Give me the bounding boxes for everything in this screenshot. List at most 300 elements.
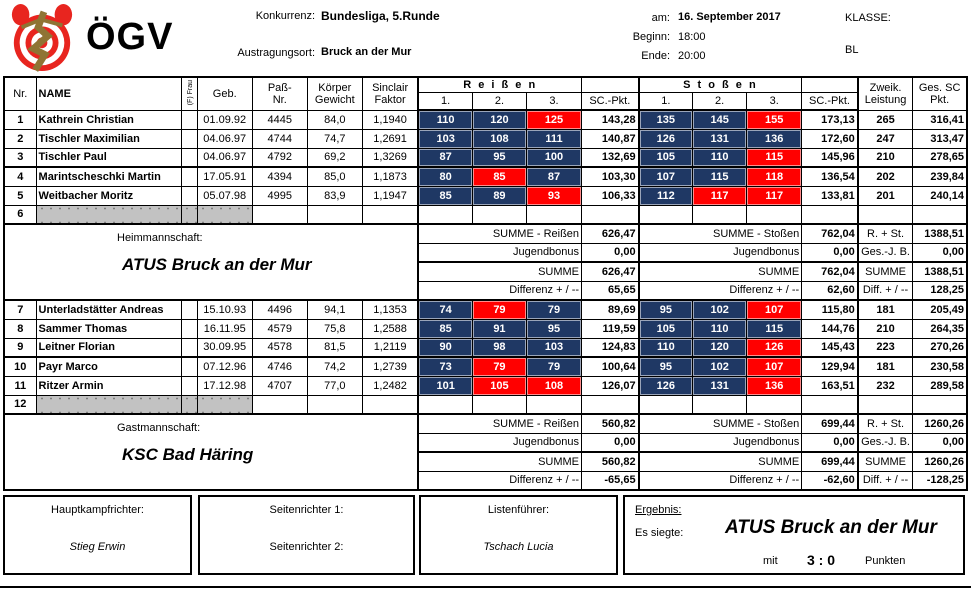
athlete-name: Marintscheschki Martin: [36, 167, 181, 186]
athlete-nr: 1: [4, 110, 36, 129]
ges-sc: 313,47: [913, 129, 967, 148]
re-attempt-1: 85: [418, 186, 472, 205]
re-sc-pkt: 100,64: [582, 357, 639, 376]
st-attempt-1: 105: [639, 148, 693, 167]
ges-sc: [913, 395, 967, 414]
hauptkampfrichter-box: [3, 495, 192, 575]
re-attempt-1: 80: [418, 167, 472, 186]
st-attempt-1: [639, 395, 693, 414]
athlete-frau: [181, 338, 197, 357]
st-attempt-3: 118: [747, 167, 802, 186]
guest-team-name: KSC Bad Häring: [122, 445, 254, 464]
athlete-pass: 4792: [252, 148, 307, 167]
punkten-label: Punkten: [865, 555, 906, 567]
col-header-name: NAME: [36, 77, 181, 110]
summe-label: SUMME: [418, 262, 581, 281]
differenz-value: -65,65: [582, 471, 639, 490]
re-attempt-3: 79: [526, 357, 581, 376]
st-attempt-2: [693, 395, 747, 414]
summe-value: 762,04: [802, 262, 858, 281]
athlete-frau: [181, 357, 197, 376]
athlete-name: [36, 395, 181, 414]
athlete-row: [4, 167, 967, 186]
differenz-value: -62,60: [802, 471, 858, 490]
athlete-frau: [181, 205, 197, 224]
athlete-bodyweight: 77,0: [307, 376, 362, 395]
athlete-sinclair: 1,3269: [362, 148, 418, 167]
zweikampf: 247: [858, 129, 913, 148]
athlete-nr: 8: [4, 319, 36, 338]
st-attempt-3: 136: [747, 129, 802, 148]
athlete-bodyweight: 75,8: [307, 319, 362, 338]
athlete-geb: [197, 205, 252, 224]
jugendbonus-label: Jugendbonus: [418, 243, 581, 262]
summe-value: 560,82: [582, 452, 639, 471]
athlete-nr: 5: [4, 186, 36, 205]
athlete-row: [4, 300, 967, 319]
jugendbonus-label: Jugendbonus: [639, 433, 802, 452]
ergebnis-box: [623, 495, 965, 575]
listenfuehrer-box: [419, 495, 618, 575]
am-value: 16. September 2017: [678, 11, 781, 23]
athlete-sinclair: 1,2119: [362, 338, 418, 357]
re-attempt-2: 79: [472, 357, 526, 376]
results-table: [3, 76, 968, 491]
athlete-nr: 6: [4, 205, 36, 224]
seitenrichter2-label: Seitenrichter 2:: [269, 541, 344, 553]
athlete-sinclair: [362, 395, 418, 414]
re-sc-pkt: 132,69: [582, 148, 639, 167]
re-attempt-2: 91: [472, 319, 526, 338]
zweikampf: [858, 395, 913, 414]
austragungsort-label: Austragungsort:: [237, 47, 315, 59]
re-attempt-2: 120: [472, 110, 526, 129]
col-header-zweikampf: Zweik. Leistung: [858, 77, 913, 110]
konkurrenz-label: Konkurrenz:: [255, 10, 315, 22]
hauptkampfrichter-label: Hauptkampfrichter:: [51, 504, 144, 516]
zweikampf: 232: [858, 376, 913, 395]
seitenrichter1-label: Seitenrichter 1:: [269, 504, 344, 516]
ges-sc: 278,65: [913, 148, 967, 167]
athlete-name: Payr Marco: [36, 357, 181, 376]
ergebnis-label: Ergebnis:: [635, 504, 682, 516]
am-label: am:: [651, 12, 670, 24]
athlete-nr: 12: [4, 395, 36, 414]
es-siegte-label: Es siegte:: [635, 527, 684, 539]
zweikampf: 223: [858, 338, 913, 357]
athlete-bodyweight: 84,0: [307, 110, 362, 129]
athlete-name: Leitner Florian: [36, 338, 181, 357]
re-attempt-1: 74: [418, 300, 472, 319]
st-attempt-3: 115: [747, 148, 802, 167]
athlete-bodyweight: 85,0: [307, 167, 362, 186]
r-st-label: R. + St.: [858, 224, 913, 243]
differenz-label: Differenz + / --: [639, 471, 802, 490]
athlete-sinclair: 1,2739: [362, 357, 418, 376]
sum-stossen-value: 699,44: [802, 414, 858, 433]
summe-label: SUMME: [418, 452, 581, 471]
st-attempt-2: 102: [693, 357, 747, 376]
re-sc-pkt: 119,59: [582, 319, 639, 338]
st-attempt-2: 120: [693, 338, 747, 357]
st-attempt-3: 136: [747, 376, 802, 395]
athlete-row: [4, 319, 967, 338]
sum-stossen-value: 762,04: [802, 224, 858, 243]
summe-value: 626,47: [582, 262, 639, 281]
ges-sc: 264,35: [913, 319, 967, 338]
athlete-frau: [181, 300, 197, 319]
athlete-bodyweight: 94,1: [307, 300, 362, 319]
ges-sc: 239,84: [913, 167, 967, 186]
athlete-pass: 4744: [252, 129, 307, 148]
differenz-value: 62,60: [802, 281, 858, 300]
ges-jb-label: Ges.-J. B.: [858, 433, 913, 452]
athlete-name: Unterladstätter Andreas: [36, 300, 181, 319]
st-sc-pkt: 129,94: [802, 357, 858, 376]
st-sc-pkt: 136,54: [802, 167, 858, 186]
sum-stossen-label: SUMME - Stoßen: [639, 224, 802, 243]
re-attempt-3: 111: [526, 129, 581, 148]
re-attempt-2: [472, 205, 526, 224]
re-attempt-1: 103: [418, 129, 472, 148]
st-attempt-1: 95: [639, 357, 693, 376]
oegv-logo-icon: [8, 4, 76, 72]
differenz-label: Differenz + / --: [418, 471, 581, 490]
jugendbonus-value: 0,00: [582, 243, 639, 262]
st-sc-pkt: 144,76: [802, 319, 858, 338]
athlete-row: [4, 376, 967, 395]
sum-reissen-label: SUMME - Reißen: [418, 414, 581, 433]
athlete-geb: 04.06.97: [197, 129, 252, 148]
summe-label: SUMME: [639, 262, 802, 281]
sum-reissen-value: 626,47: [582, 224, 639, 243]
re-attempt-1: 73: [418, 357, 472, 376]
group-header-stossen: S t o ß e n: [639, 77, 802, 92]
summe-value: 1388,51: [913, 262, 967, 281]
st-attempt-2: 115: [693, 167, 747, 186]
st-attempt-2: 145: [693, 110, 747, 129]
st-attempt-3: 115: [747, 319, 802, 338]
st-attempt-1: 126: [639, 376, 693, 395]
home-summary-row-1: [4, 224, 967, 243]
zweikampf: 181: [858, 357, 913, 376]
athlete-pass: 4578: [252, 338, 307, 357]
athlete-name: Sammer Thomas: [36, 319, 181, 338]
athlete-sinclair: 1,1947: [362, 186, 418, 205]
col-header-pass: Paß- Nr.: [252, 77, 307, 110]
st-attempt-1: 135: [639, 110, 693, 129]
re-sc-pkt: 143,28: [582, 110, 639, 129]
diff-label: Diff. + / --: [858, 281, 913, 300]
athlete-bodyweight: 74,7: [307, 129, 362, 148]
st-sc-pkt: 133,81: [802, 186, 858, 205]
ges-sc: [913, 205, 967, 224]
athlete-nr: 9: [4, 338, 36, 357]
ges-sc: 230,58: [913, 357, 967, 376]
athlete-sinclair: 1,2588: [362, 319, 418, 338]
st-sc-pkt: 145,43: [802, 338, 858, 357]
athlete-frau: [181, 186, 197, 205]
guest-summary-row-1: [4, 414, 967, 433]
athlete-row: [4, 186, 967, 205]
col-header-re-attempt3: 3.: [526, 92, 581, 110]
athlete-geb: 17.05.91: [197, 167, 252, 186]
athlete-geb: 15.10.93: [197, 300, 252, 319]
st-sc-pkt: [802, 395, 858, 414]
zweikampf: 210: [858, 319, 913, 338]
re-attempt-1: 85: [418, 319, 472, 338]
ges-jb-value: 0,00: [913, 243, 967, 262]
re-attempt-1: 90: [418, 338, 472, 357]
summe-label: SUMME: [858, 452, 913, 471]
ges-sc: 240,14: [913, 186, 967, 205]
col-header-re-attempt2: 2.: [472, 92, 526, 110]
athlete-name: Kathrein Christian: [36, 110, 181, 129]
athlete-frau: [181, 148, 197, 167]
col-header-st-attempt1: 1.: [639, 92, 693, 110]
winner-name: ATUS Bruck an der Mur: [725, 517, 937, 538]
athlete-frau: [181, 376, 197, 395]
st-sc-pkt: [802, 205, 858, 224]
guest-team-label: Gastmannschaft:: [117, 422, 201, 434]
guest-team-box: [4, 414, 418, 490]
athlete-name: Ritzer Armin: [36, 376, 181, 395]
re-sc-pkt: 126,07: [582, 376, 639, 395]
athlete-frau: [181, 167, 197, 186]
athlete-nr: 7: [4, 300, 36, 319]
athlete-geb: 30.09.95: [197, 338, 252, 357]
page-header: [0, 0, 971, 76]
hauptkampfrichter-name: Stieg Erwin: [69, 541, 126, 553]
athlete-name: Weitbacher Moritz: [36, 186, 181, 205]
athlete-nr: 10: [4, 357, 36, 376]
st-attempt-3: 107: [747, 300, 802, 319]
zweikampf: 201: [858, 186, 913, 205]
re-attempt-2: 79: [472, 300, 526, 319]
st-attempt-2: [693, 205, 747, 224]
col-header-frau: (F) Frau: [181, 77, 197, 110]
athlete-pass: [252, 205, 307, 224]
st-attempt-1: 105: [639, 319, 693, 338]
athlete-nr: 11: [4, 376, 36, 395]
re-attempt-3: [526, 395, 581, 414]
athlete-bodyweight: [307, 205, 362, 224]
athlete-pass: 4445: [252, 110, 307, 129]
ges-sc: 270,26: [913, 338, 967, 357]
st-attempt-2: 110: [693, 319, 747, 338]
beginn-label: Beginn:: [632, 31, 670, 43]
athlete-frau: [181, 129, 197, 148]
athlete-nr: 4: [4, 167, 36, 186]
zweikampf: 181: [858, 300, 913, 319]
athlete-pass: [252, 395, 307, 414]
st-attempt-1: 107: [639, 167, 693, 186]
re-attempt-2: 105: [472, 376, 526, 395]
re-sc-pkt: 140,87: [582, 129, 639, 148]
re-attempt-2: 108: [472, 129, 526, 148]
athlete-bodyweight: 74,2: [307, 357, 362, 376]
differenz-label: Differenz + / --: [639, 281, 802, 300]
ges-sc: 205,49: [913, 300, 967, 319]
athlete-pass: 4746: [252, 357, 307, 376]
jugendbonus-value: 0,00: [582, 433, 639, 452]
differenz-value: 65,65: [582, 281, 639, 300]
athlete-geb: [197, 395, 252, 414]
st-attempt-2: 110: [693, 148, 747, 167]
summe-value: 699,44: [802, 452, 858, 471]
klasse-label: KLASSE:: [845, 12, 891, 24]
athlete-geb: 05.07.98: [197, 186, 252, 205]
sum-stossen-label: SUMME - Stoßen: [639, 414, 802, 433]
zweikampf: 265: [858, 110, 913, 129]
mit-label: mit: [763, 555, 778, 567]
re-attempt-3: 125: [526, 110, 581, 129]
st-attempt-2: 131: [693, 376, 747, 395]
st-attempt-3: 107: [747, 357, 802, 376]
col-header-nr: Nr.: [4, 77, 36, 110]
re-attempt-2: 98: [472, 338, 526, 357]
re-sc-pkt: [582, 395, 639, 414]
st-sc-pkt: 163,51: [802, 376, 858, 395]
klasse-value: BL: [845, 44, 859, 56]
re-sc-pkt: 106,33: [582, 186, 639, 205]
athlete-row: [4, 129, 967, 148]
st-attempt-2: 131: [693, 129, 747, 148]
st-attempt-3: [747, 205, 802, 224]
athlete-sinclair: 1,1940: [362, 110, 418, 129]
athlete-row: [4, 148, 967, 167]
page-bottom-rule: [0, 586, 971, 588]
st-attempt-3: 117: [747, 186, 802, 205]
athlete-bodyweight: 83,9: [307, 186, 362, 205]
home-team-box: [4, 224, 418, 300]
athlete-pass: 4394: [252, 167, 307, 186]
re-sc-pkt: 89,69: [582, 300, 639, 319]
re-attempt-3: [526, 205, 581, 224]
r-st-value: 1260,26: [913, 414, 967, 433]
summe-value: 1260,26: [913, 452, 967, 471]
st-attempt-1: 112: [639, 186, 693, 205]
zweikampf: [858, 205, 913, 224]
st-attempt-3: 126: [747, 338, 802, 357]
re-attempt-2: 95: [472, 148, 526, 167]
konkurrenz-value: Bundesliga, 5.Runde: [321, 9, 440, 23]
st-attempt-2: 117: [693, 186, 747, 205]
re-attempt-2: 89: [472, 186, 526, 205]
athlete-pass: 4496: [252, 300, 307, 319]
athlete-sinclair: [362, 205, 418, 224]
athlete-frau: [181, 319, 197, 338]
athlete-name: [36, 205, 181, 224]
st-sc-pkt: 173,13: [802, 110, 858, 129]
st-attempt-1: [639, 205, 693, 224]
ges-jb-value: 0,00: [913, 433, 967, 452]
athlete-bodyweight: 69,2: [307, 148, 362, 167]
athlete-geb: 17.12.98: [197, 376, 252, 395]
jugendbonus-value: 0,00: [802, 433, 858, 452]
athlete-row-empty: [4, 395, 967, 414]
athlete-row: [4, 338, 967, 357]
re-sc-pkt: 103,30: [582, 167, 639, 186]
sum-reissen-value: 560,82: [582, 414, 639, 433]
athlete-row: [4, 357, 967, 376]
col-header-re-sc: SC.-Pkt.: [582, 92, 639, 110]
athlete-geb: 04.06.97: [197, 148, 252, 167]
st-sc-pkt: 115,80: [802, 300, 858, 319]
group-header-stossen-sc-spacer: [802, 77, 858, 92]
group-header-reissen: R e i ß e n: [418, 77, 581, 92]
st-sc-pkt: 145,96: [802, 148, 858, 167]
jugendbonus-value: 0,00: [802, 243, 858, 262]
jugendbonus-label: Jugendbonus: [418, 433, 581, 452]
home-team-name: ATUS Bruck an der Mur: [122, 255, 312, 274]
differenz-label: Differenz + / --: [418, 281, 581, 300]
re-attempt-1: 101: [418, 376, 472, 395]
re-attempt-2: 85: [472, 167, 526, 186]
col-header-bodyweight: Körper Gewicht: [307, 77, 362, 110]
ges-sc: 316,41: [913, 110, 967, 129]
jugendbonus-label: Jugendbonus: [639, 243, 802, 262]
st-sc-pkt: 172,60: [802, 129, 858, 148]
athlete-name: Tischler Paul: [36, 148, 181, 167]
r-st-value: 1388,51: [913, 224, 967, 243]
st-attempt-3: [747, 395, 802, 414]
athlete-nr: 2: [4, 129, 36, 148]
listenfuehrer-label: Listenführer:: [487, 504, 550, 516]
listenfuehrer-name: Tschach Lucia: [483, 541, 554, 553]
athlete-sinclair: 1,1353: [362, 300, 418, 319]
st-attempt-3: 155: [747, 110, 802, 129]
re-attempt-3: 95: [526, 319, 581, 338]
col-header-sinclair: Sinclair Faktor: [362, 77, 418, 110]
officials-section: [3, 495, 971, 575]
athlete-geb: 16.11.95: [197, 319, 252, 338]
zweikampf: 210: [858, 148, 913, 167]
zweikampf: 202: [858, 167, 913, 186]
federation-title: ÖGV: [86, 16, 174, 58]
re-attempt-3: 79: [526, 300, 581, 319]
ges-sc: 289,58: [913, 376, 967, 395]
athlete-sinclair: 1,2691: [362, 129, 418, 148]
re-attempt-2: [472, 395, 526, 414]
re-attempt-1: 87: [418, 148, 472, 167]
athlete-name: Tischler Maximilian: [36, 129, 181, 148]
st-attempt-2: 102: [693, 300, 747, 319]
athlete-sinclair: 1,1873: [362, 167, 418, 186]
athlete-frau: [181, 110, 197, 129]
athlete-bodyweight: 81,5: [307, 338, 362, 357]
athlete-pass: 4579: [252, 319, 307, 338]
athlete-row: [4, 110, 967, 129]
sum-reissen-label: SUMME - Reißen: [418, 224, 581, 243]
col-header-geb: Geb.: [197, 77, 252, 110]
col-header-re-attempt1: 1.: [418, 92, 472, 110]
athlete-pass: 4995: [252, 186, 307, 205]
re-attempt-3: 108: [526, 376, 581, 395]
st-attempt-1: 95: [639, 300, 693, 319]
athlete-frau: [181, 395, 197, 414]
summe-label: SUMME: [639, 452, 802, 471]
athlete-nr: 3: [4, 148, 36, 167]
st-attempt-1: 110: [639, 338, 693, 357]
ende-value: 20:00: [678, 50, 706, 62]
re-attempt-1: [418, 395, 472, 414]
athlete-geb: 01.09.92: [197, 110, 252, 129]
athlete-row-empty: [4, 205, 967, 224]
athlete-geb: 07.12.96: [197, 357, 252, 376]
col-header-st-attempt2: 2.: [693, 92, 747, 110]
diff-label: Diff. + / --: [858, 471, 913, 490]
